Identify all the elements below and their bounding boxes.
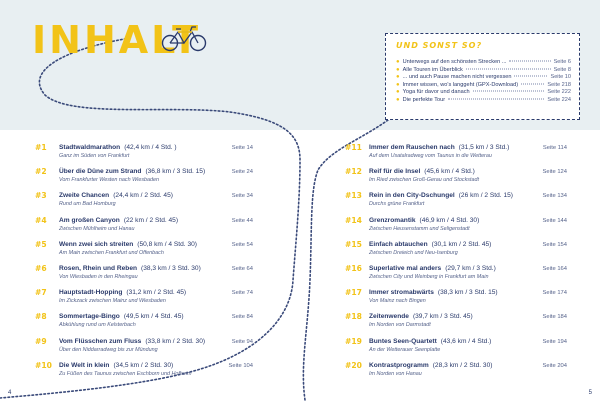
tour-page: Seite 74 <box>231 290 253 297</box>
toc-entry <box>345 143 567 167</box>
tour-number: #20 <box>345 360 362 370</box>
tour-subtitle: Zwischen Mühlheim und Hanau <box>59 225 135 232</box>
page-title: INHALT <box>32 18 201 62</box>
tour-subtitle: Vom Frankfurter Westen nach Wiesbaden <box>59 177 160 184</box>
tour-page: Seite 144 <box>542 217 567 224</box>
extras-item: ● Unterwegs auf den schönsten Strecken ... Seite 6 <box>396 59 571 65</box>
toc-entry <box>345 191 567 215</box>
tour-number: #3 <box>35 191 47 201</box>
extras-item: ● ... und auch Pause machen nicht vergessen Seite 10 <box>396 74 571 81</box>
tour-page: Seite 14 <box>231 145 253 151</box>
tour-distance: (42,4 km / 4 Std. ) <box>124 144 177 151</box>
tour-distance: (26 km / 2 Std. 15) <box>458 192 513 200</box>
extras-title: UND SONST SO? <box>396 41 483 50</box>
tour-distance: (38,3 km / 3 Std. 30) <box>141 264 201 272</box>
tour-distance: (39,7 km / 3 Std. 45) <box>412 313 473 321</box>
toc-entry <box>35 216 253 240</box>
tour-title: Immer dem Rauschen nach <box>369 144 455 151</box>
tour-title: Rein in den City-Dschungel <box>369 192 455 200</box>
tour-page: Seite 84 <box>231 314 253 321</box>
tour-subtitle: Im Zickzack zwischen Mainz und Wiesbaden <box>59 298 166 305</box>
tour-subtitle: Von Wiesbaden in den Rheingau <box>59 273 138 280</box>
toc-entry <box>345 361 567 385</box>
toc-entry <box>35 143 253 167</box>
tour-page: Seite 94 <box>231 338 253 345</box>
tour-distance: (46,9 km / 4 Std. 30) <box>419 216 480 224</box>
toc-entry <box>345 337 567 361</box>
tour-page: Seite 154 <box>542 241 567 248</box>
tour-page: Seite 44 <box>231 217 253 224</box>
extras-item: ● Yoga für davor und danach Seite 222 <box>396 89 571 96</box>
extras-item: ● Immer wissen, wo's langgeht (GPX-Download) Seite 218 <box>396 81 571 88</box>
tour-page: Seite 134 <box>542 193 567 200</box>
tour-page: Seite 184 <box>542 314 567 321</box>
tour-title: Buntes Seen-Quartett <box>369 337 437 345</box>
tour-distance: (29,7 km / 3 Std.) <box>445 264 496 272</box>
tour-distance: (50,8 km / 4 Std. 30) <box>137 240 198 248</box>
tour-title: Superlative mal anders <box>369 264 442 272</box>
tour-number: #8 <box>35 312 47 322</box>
tour-title: Grenzromantik <box>369 216 416 224</box>
tour-title: Die Welt in klein <box>59 361 110 369</box>
toc-entry <box>35 312 253 336</box>
tour-number: #18 <box>345 312 362 322</box>
toc-entry <box>35 264 253 288</box>
tour-subtitle: Zwischen Heusenstamm und Seligenstadt <box>369 225 470 232</box>
extras-box <box>385 33 580 120</box>
tour-subtitle: Zwischen City und Weinberg in Frankfurt am Main <box>369 273 489 280</box>
toc-entry <box>35 240 253 264</box>
tour-title: Zweite Chancen <box>59 192 110 200</box>
tour-number: #5 <box>35 239 47 249</box>
tour-page: Seite 54 <box>231 241 253 248</box>
tour-page: Seite 204 <box>542 362 567 369</box>
tour-number: #16 <box>345 263 362 273</box>
tour-subtitle: Von Mainz nach Bingen <box>369 298 426 305</box>
tour-number: #9 <box>35 336 47 346</box>
tour-number: #10 <box>35 360 52 370</box>
extras-item: ● Die perfekte Tour Seite 224 <box>396 96 571 103</box>
tour-subtitle: Rund um Bad Homburg <box>59 201 116 208</box>
toc-entry <box>35 288 253 312</box>
tour-title: Am großen Canyon <box>59 216 120 224</box>
tour-subtitle: Zu Füßen des Taunus zwischen Eschborn und Hofheim <box>59 370 192 377</box>
extras-item: ● Alle Touren im Überblick Seite 8 <box>396 66 571 73</box>
tour-number: #19 <box>345 336 362 346</box>
tour-distance: (43,6 km / 4 Std.) <box>440 337 492 345</box>
tour-subtitle: Am Main zwischen Frankfurt und Offenbach <box>59 249 164 256</box>
tour-title: Zeitenwende <box>369 313 409 321</box>
page-number-right: 5 <box>588 390 592 396</box>
tour-distance: (36,8 km / 3 Std. 15) <box>145 168 206 176</box>
toc-entry <box>35 337 253 361</box>
toc-entry <box>345 264 567 288</box>
tour-number: #15 <box>345 239 362 249</box>
tour-number: #13 <box>345 191 362 201</box>
tour-page: Seite 194 <box>542 338 567 345</box>
toc-entry <box>35 167 253 191</box>
tour-distance: (33,8 km / 2 Std. 30) <box>145 337 206 345</box>
toc-entry <box>345 216 567 240</box>
tour-title: Reif für die Insel <box>369 168 421 176</box>
tour-title: Immer stromabwärts <box>369 289 434 297</box>
tour-subtitle: Durchs grüne Frankfurt <box>369 201 425 208</box>
tour-subtitle: Im Norden von Hanau <box>369 370 422 377</box>
tour-distance: (30,1 km / 2 Std. 45) <box>431 240 492 248</box>
tour-number: #11 <box>345 143 362 152</box>
tour-page: Seite 124 <box>542 169 567 176</box>
toc-entry <box>345 288 567 312</box>
tour-number: #17 <box>345 288 362 298</box>
tour-number: #2 <box>35 167 47 177</box>
tour-subtitle: Zwischen Dreieich und Neu-Isenburg <box>369 249 458 256</box>
tour-number: #7 <box>35 288 47 298</box>
tour-title: Einfach abtauchen <box>369 240 428 248</box>
tour-distance: (34,5 km / 2 Std. 30) <box>113 361 174 369</box>
page-number-left: 4 <box>8 390 12 396</box>
toc-entry <box>35 191 253 215</box>
tour-subtitle: Auf dem Usatalradweg vom Taunus in die Wetterau <box>369 153 492 159</box>
tour-page: Seite 64 <box>231 265 253 272</box>
toc-column-right <box>345 143 567 385</box>
tour-subtitle: Im Ried zwischen Groß-Gerau und Stockstadt <box>369 177 479 184</box>
toc-entry <box>345 167 567 191</box>
tour-title: Über die Düne zum Strand <box>59 168 142 176</box>
tour-distance: (45,6 km / 4 Std.) <box>424 168 475 176</box>
toc-entry <box>345 312 567 336</box>
tour-distance: (49,5 km / 4 Std. 45) <box>123 313 184 321</box>
tour-page: Seite 104 <box>228 362 253 369</box>
tour-number: #12 <box>345 167 362 177</box>
tour-title: Hauptstadt-Hopping <box>59 289 123 297</box>
tour-subtitle: Abkühlung rund um Kelsterbach <box>59 322 136 329</box>
tour-number: #6 <box>35 263 47 273</box>
tour-title: Stadtwaldmarathon <box>59 144 121 151</box>
tour-page: Seite 34 <box>231 193 253 200</box>
bicycle-icon <box>160 24 208 52</box>
tour-distance: (28,3 km / 2 Std. 30) <box>432 361 493 369</box>
tour-number: #1 <box>35 143 47 152</box>
tour-title: Sommertage-Bingo <box>59 313 120 321</box>
tour-page: Seite 164 <box>542 265 567 272</box>
tour-subtitle: Über den Niddarradweg bis zur Mündung <box>59 346 158 353</box>
tour-number: #4 <box>35 215 47 225</box>
tour-distance: (22 km / 2 Std. 45) <box>123 216 179 224</box>
toc-entry <box>345 240 567 264</box>
tour-distance: (38,3 km / 3 Std. 15) <box>437 289 498 297</box>
tour-page: Seite 174 <box>542 290 567 297</box>
tour-page: Seite 24 <box>231 169 253 176</box>
tour-page: Seite 114 <box>542 145 567 151</box>
tour-title: Kontrastprogramm <box>369 361 429 369</box>
tour-distance: (31,2 km / 2 Std. 45) <box>126 289 187 297</box>
tour-distance: (31,5 km / 3 Std.) <box>458 144 510 151</box>
tour-subtitle: Im Norden von Darmstadt <box>369 322 431 329</box>
toc-entry <box>35 361 253 385</box>
toc-column-left <box>35 143 253 385</box>
tour-title: Rosen, Rhein und Reben <box>59 264 138 272</box>
tour-distance: (24,4 km / 2 Std. 45) <box>113 192 173 200</box>
tour-number: #14 <box>345 215 362 225</box>
tour-title: Wenn zwei sich streiten <box>59 240 134 248</box>
tour-subtitle: Ganz im Süden von Frankfurt <box>59 153 130 159</box>
tour-title: Vom Flüsschen zum Fluss <box>59 337 142 345</box>
tour-subtitle: An der Wetterauer Seenplatte <box>369 346 441 353</box>
